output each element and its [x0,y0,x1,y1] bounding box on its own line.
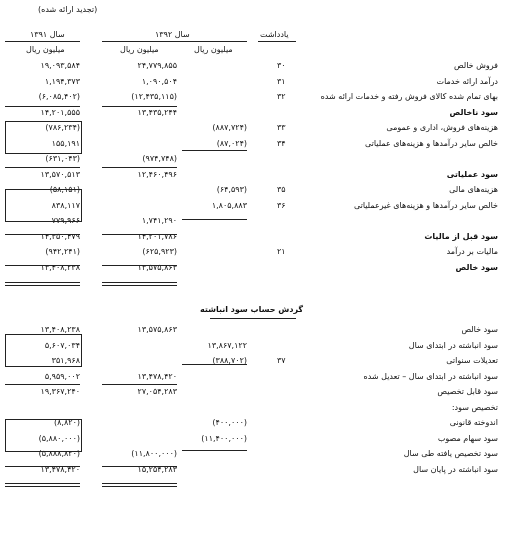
row-label: فروش خالص [453,61,498,70]
year-1391-header: سال ۱۳۹۱ [30,30,65,39]
value-1392: ۱۳,۵۷۵,۸۶۳ [137,262,177,272]
row-note: ۳۰ [277,61,286,70]
rule [182,219,247,220]
value-1392: ۲۷,۰۵۴,۲۸۳ [137,387,177,396]
row-label: بهای تمام شده کالای فروش رفته و خدمات ارائه شده [320,92,498,101]
row-label: سود تخصیص یافته طی سال [403,449,498,458]
value-1392-detail: ۱۳,۸۶۷,۱۲۲ [207,340,247,350]
value-1392: ۱,۰۹۰,۵۰۴ [141,76,177,86]
value-1392: ۱۳,۴۷۸,۴۲۰ [137,371,177,381]
value-1391: (۵,۸۸۸,۸۲۰) [38,449,80,458]
row-label: تعدیلات سنواتی [446,356,498,365]
unit-1392-sub: میلیون ریال [194,45,233,54]
row-label: سود عملیاتی [446,169,498,179]
row-note: ۳۱ [277,76,286,86]
rule [182,364,247,365]
value-1391: (۷۸۶,۲۳۴) [45,123,80,132]
value-1391: ۱۴,۲۰۱,۵۵۵ [40,107,80,117]
row-label: درآمد ارائه خدمات [436,76,498,86]
value-1392: (۱۱,۸۰۰,۰۰۰) [131,449,177,458]
value-1392-detail: ۱,۸۰۵,۸۸۳ [211,200,247,210]
year-1391-underline [5,41,80,42]
box-1391 [5,121,82,154]
value-1391: ۳۵۱,۹۶۸ [51,356,80,365]
box-1391 [5,334,82,367]
value-1392: ۱,۷۴۱,۲۹۰ [141,216,177,225]
value-1392: (۹۷۴,۷۴۸) [142,154,177,163]
row-label: تخصیص سود: [451,402,498,412]
double-rule [5,483,80,487]
box-1391 [5,419,82,452]
value-1392-detail: (۶۴,۵۹۳) [216,185,247,194]
rule [182,150,247,151]
restated-note: (تجدید ارائه شده) [38,5,98,14]
title-underline [210,318,296,319]
row-label: سود سهام مصوب [437,433,498,443]
rule [102,234,177,235]
value-1392: ۱۴,۲۰۱,۷۸۶ [137,231,177,241]
row-label: سود انباشته در ابتدای سال [408,340,498,350]
value-1392: ۱۳,۴۳۵,۲۴۴ [137,107,177,117]
row-label: خالص سایر درآمدها و هزینه‌های عملیاتی [364,138,498,148]
value-1392-detail: (۸۸۷,۷۲۴) [212,123,247,132]
row-note: ۳۵ [277,185,286,194]
row-label: سود انباشته در ابتدای سال – تعدیل شده [363,371,498,381]
value-1391: ۱,۱۹۴,۳۷۳ [44,76,80,86]
row-note: ۲۱ [277,247,286,256]
value-1391: ۱۳,۵۷۰,۵۱۳ [40,169,80,179]
value-1391: (۵,۸۸۰,۰۰۰) [38,433,80,443]
value-1391: ۷۷۹,۹۶۶ [51,216,80,225]
value-1392: ۱۲,۴۶۰,۴۹۶ [137,169,177,179]
value-1391: (۸,۸۲۰) [54,418,80,427]
notes-underline [258,41,296,42]
row-label: هزینه‌های فروش، اداری و عمومی [386,123,498,132]
value-1391: ۸۳۸,۱۱۷ [51,200,80,210]
rule [102,265,177,266]
rule [102,167,177,168]
value-1392-detail: (۳۸۸,۷۰۲) [212,356,247,365]
row-label: سود ناخالص [449,107,498,117]
rule [5,265,80,266]
value-1391: ۱۵۵,۱۹۱ [51,138,80,148]
value-1391: ۱۳,۴۰۸,۲۳۸ [40,262,80,272]
value-1391: ۱۳,۴۰۸,۲۳۸ [40,325,80,334]
value-1392: (۶۲۵,۹۲۳) [142,247,177,256]
value-1391: ۱۳,۴۷۸,۴۲۰ [40,464,80,474]
row-note: ۳۶ [277,200,286,210]
value-1391: (۵۸,۱۵۱) [49,185,80,194]
row-label: سود انباشته در پایان سال [413,464,498,474]
rule [102,466,177,467]
value-1392-detail: (۸۷,۰۲۴) [216,138,247,148]
row-label: هزینه‌های مالی [449,185,498,194]
year-1392-underline [102,41,247,42]
rule [5,384,80,385]
row-label: سود قابل تخصیص [437,387,498,396]
retained-earnings-title: گردش حساب سود انباشته [200,305,304,314]
row-note: ۳۴ [277,138,286,148]
rule [102,106,177,107]
value-1392-detail: (۱۱,۴۰۰,۰۰۰) [201,433,247,443]
rule [5,234,80,235]
unit-1391: میلیون ریال [26,45,65,54]
row-label: سود خالص [461,325,498,334]
unit-1392-total: میلیون ریال [120,45,159,54]
rule [5,466,80,467]
value-1392: (۱۲,۴۳۵,۱۱۵) [131,92,177,101]
value-1392: ۲۴,۷۷۹,۸۵۵ [137,61,177,70]
year-1392-header: سال ۱۳۹۲ [155,30,190,39]
row-note: ۳۲ [277,92,286,101]
rule [102,384,177,385]
value-1391: ۱۹,۰۹۳,۵۸۴ [40,61,80,70]
double-rule [102,483,177,487]
row-note: ۳۳ [277,123,286,132]
row-note: ۳۷ [277,356,286,365]
box-1391 [5,189,82,222]
double-rule [5,282,80,286]
row-label: مالیات بر درآمد [446,247,498,256]
rule [182,450,247,451]
value-1392-detail: (۴۰۰,۰۰۰) [212,418,247,427]
value-1392: ۱۵,۲۵۴,۲۸۳ [137,464,177,474]
row-label: خالص سایر درآمدها و هزینه‌های غیرعملیاتی [353,200,498,210]
value-1391: ۱۴,۳۵۰,۴۷۹ [40,231,80,241]
rule [5,167,80,168]
row-label: سود خالص [455,262,498,272]
double-rule [102,282,177,286]
row-label: اندوخته قانونی [449,418,498,427]
value-1392: ۱۳,۵۷۵,۸۶۳ [137,325,177,334]
value-1391: ۵,۶۰۷,۰۳۴ [44,340,80,350]
rule [5,106,80,107]
value-1391: ۵,۹۵۹,۰۰۲ [44,371,80,381]
value-1391: (۶۳۱,۰۴۳) [45,154,80,163]
value-1391: (۹۴۲,۲۴۱) [45,247,80,256]
value-1391: ۱۹,۳۶۷,۲۴۰ [40,387,80,396]
notes-column-header: یادداشت [260,30,289,39]
row-label: سود قبل از مالیات [424,231,498,241]
value-1391: (۶,۰۸۵,۴۰۲) [38,92,80,101]
